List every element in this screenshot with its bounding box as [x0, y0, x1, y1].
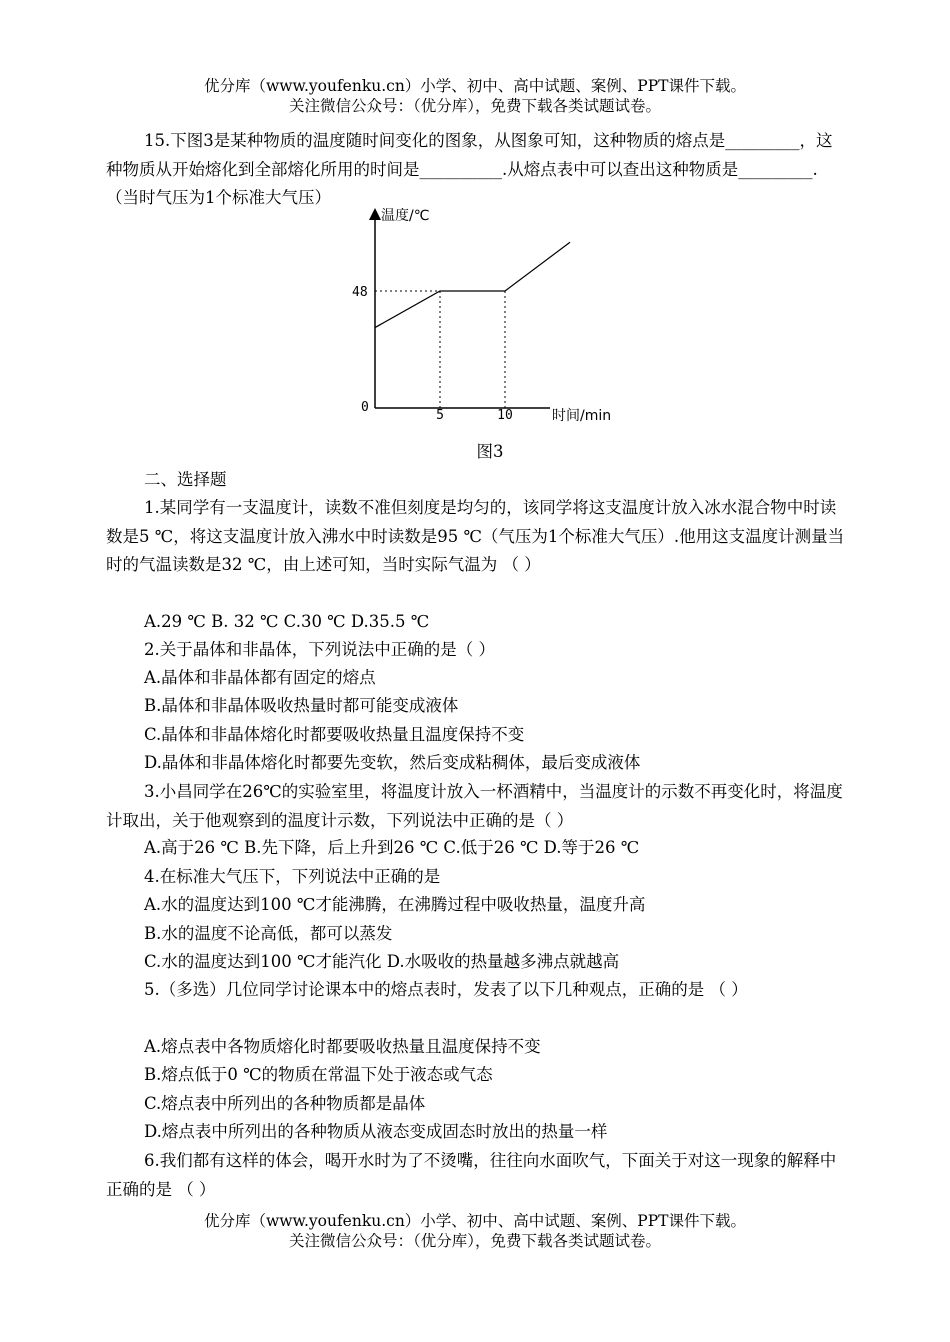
temperature-curve [375, 242, 570, 327]
figure-caption: 图3 [476, 442, 504, 461]
question-6: 6.我们都有这样的体会，喝开水时为了不烫嘴，往往向水面吹气，下面关于对这一现象的解释中正确的是 （ ） [106, 1151, 837, 1199]
question-2-option-a: A.晶体和非晶体都有固定的熔点 [144, 668, 376, 687]
question-5-option-b: B.熔点低于0 ℃的物质在常温下处于液态或气态 [144, 1065, 493, 1084]
question-3-options: A.高于26 ℃ B.先下降，后上升到26 ℃ C.低于26 ℃ D.等于26 ℃ [144, 838, 640, 857]
page-header [0, 76, 950, 116]
question-4-option-b: B.水的温度不论高低，都可以蒸发 [144, 924, 393, 943]
question-3: 3.小昌同学在26℃的实验室里，将温度计放入一杯酒精中，当温度计的示数不再变化时，将温度计取出，关于他观察到的温度计示数，下列说法中正确的是（ ） [106, 782, 843, 830]
question-1-options: A.29 ℃ B. 32 ℃ C.30 ℃ D.35.5 ℃ [144, 612, 430, 631]
x-axis-label: 时间/min [552, 408, 612, 424]
section-title: 二、选择题 [144, 470, 227, 489]
page-footer [0, 1211, 950, 1251]
footer-line-1: 优分库（www.youfenku.cn）小学、初中、高中试题、案例、PPT课件下载。 [203, 1212, 747, 1230]
question-5-option-a: A.熔点表中各物质熔化时都要吸收热量且温度保持不变 [144, 1037, 541, 1056]
x-tick-label: 10 [497, 408, 513, 423]
question-5-option-c: C.熔点表中所列出的各种物质都是晶体 [144, 1094, 426, 1113]
temperature-time-graph [340, 208, 640, 438]
question-15: 15.下图3是某种物质的温度随时间变化的图象，从图象可知，这种物质的熔点是_________，这种物质从开始熔化到全部熔化所用的时间是__________.从熔点表中可以查出这种物质是_________.（当时气压为1个标准大气压） [106, 131, 833, 207]
x-tick-label: 5 [436, 408, 444, 423]
question-5: 5.（多选）几位同学讨论课本中的熔点表时，发表了以下几种观点，正确的是 （ ） [144, 980, 748, 999]
question-1: 1.某同学有一支温度计，读数不准但刻度是均匀的，该同学将这支温度计放入冰水混合物中时读数是5 ℃，将这支温度计放入沸水中时读数是95 ℃（气压为1个标准大气压）.他用这支温度计测量当时的气温读数是32 ℃，由上述可知，当时实际气温为 （ ） [106, 498, 845, 574]
footer-line-2: 关注微信公众号：（优分库），免费下载各类试题试卷。 [288, 1232, 661, 1250]
y-tick-label: 48 [352, 285, 368, 300]
question-2-option-c: C.晶体和非晶体熔化时都要吸收热量且温度保持不变 [144, 725, 525, 744]
question-2: 2.关于晶体和非晶体，下列说法中正确的是（ ） [144, 640, 495, 659]
header-line-1: 优分库（www.youfenku.cn）小学、初中、高中试题、案例、PPT课件下载。 [203, 77, 747, 95]
origin-label: 0 [361, 400, 369, 415]
question-4-options-cd: C.水的温度达到100 ℃才能汽化 D.水吸收的热量越多沸点就越高 [144, 952, 620, 971]
question-4-option-a: A.水的温度达到100 ℃才能沸腾，在沸腾过程中吸收热量，温度升高 [144, 895, 646, 914]
question-2-option-b: B.晶体和非晶体吸收热量时都可能变成液体 [144, 696, 459, 715]
header-line-2: 关注微信公众号：（优分库），免费下载各类试题试卷。 [288, 97, 661, 115]
question-4: 4.在标准大气压下，下列说法中正确的是 [144, 867, 441, 886]
question-2-option-d: D.晶体和非晶体熔化时都要先变软，然后变成粘稠体，最后变成液体 [144, 753, 641, 772]
y-axis-label: 温度/℃ [381, 208, 430, 224]
question-5-option-d: D.熔点表中所列出的各种物质从液态变成固态时放出的热量一样 [144, 1122, 608, 1141]
